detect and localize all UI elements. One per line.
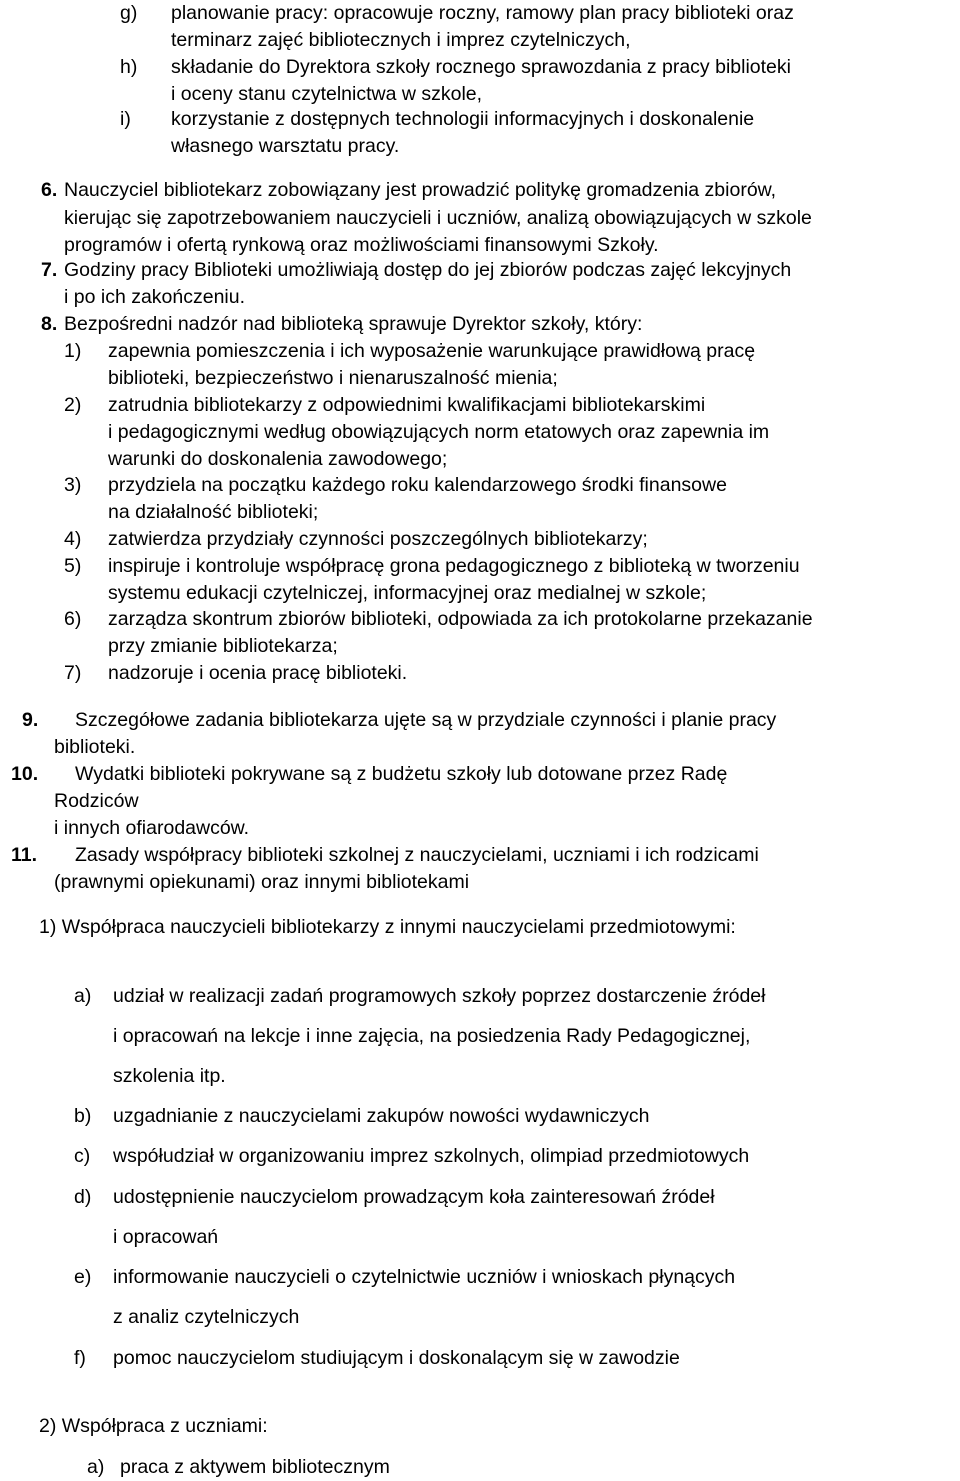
list-label: e) (74, 1266, 92, 1288)
list-label: 2) (64, 394, 82, 416)
list-label: 4) (64, 528, 82, 550)
list-item-line: przydziela na początku każdego roku kalendarzowego środki finansowe (108, 474, 727, 496)
paragraph-line: Zasady współpracy biblioteki szkolnej z nauczycielami, uczniami i ich rodzicami (75, 844, 759, 866)
list-item-line: planowanie pracy: opracowuje roczny, ramowy plan pracy biblioteki oraz (171, 2, 794, 24)
list-item-line: korzystanie z dostępnych technologii informacyjnych i doskonalenie (171, 108, 755, 130)
list-label: f) (74, 1347, 86, 1369)
list-label: i) (120, 108, 131, 130)
paragraph-number: 7. (41, 259, 58, 281)
list-label: 3) (64, 474, 82, 496)
paragraph-line: i innych ofiarodawców. (54, 817, 250, 839)
list-label: c) (74, 1145, 91, 1167)
list-item-line: udział w realizacji zadań programowych szkoły poprzez dostarczenie źródeł (113, 985, 766, 1007)
section-heading: 2) Współpraca z uczniami: (39, 1415, 268, 1437)
list-item-line: systemu edukacji czytelniczej, informacyjnej oraz medialnej w szkole; (108, 582, 707, 604)
paragraph-line: (prawnymi opiekunami) oraz innymi bibliotekami (54, 871, 470, 893)
paragraph-line: Wydatki biblioteki pokrywane są z budżetu szkoły lub dotowane przez Radę (75, 763, 728, 785)
paragraph-line: Szczegółowe zadania bibliotekarza ujęte są w przydziale czynności i planie pracy (75, 709, 777, 731)
list-item-line: własnego warsztatu pracy. (171, 135, 400, 157)
list-item-line: zarządza skontrum zbiorów biblioteki, odpowiada za ich protokolarne przekazanie (108, 608, 813, 630)
list-label: d) (74, 1186, 92, 1208)
list-item-line: pomoc nauczycielom studiującym i doskonalącym się w zawodzie (113, 1347, 680, 1369)
list-label: a) (87, 1456, 105, 1478)
list-item-line: i oceny stanu czytelnictwa w szkole, (171, 83, 483, 105)
list-label: h) (120, 56, 138, 78)
list-item-line: i pedagogicznymi według obowiązujących norm etatowych oraz zapewnia im (108, 421, 770, 443)
list-item-line: uzgadnianie z nauczycielami zakupów nowości wydawniczych (113, 1105, 650, 1127)
paragraph-intro: Bezpośredni nadzór nad biblioteką sprawuje Dyrektor szkoły, który: (64, 313, 643, 335)
list-item-line: szkolenia itp. (113, 1065, 226, 1087)
list-label: 5) (64, 555, 82, 577)
list-label: 1) (64, 340, 82, 362)
list-item-line: i opracowań na lekcje i inne zajęcia, na posiedzenia Rady Pedagogicznej, (113, 1025, 751, 1047)
list-item-line: przy zmianie bibliotekarza; (108, 635, 338, 657)
paragraph-line: Godziny pracy Biblioteki umożliwiają dostęp do jej zbiorów podczas zajęć lekcyjnych (64, 259, 792, 281)
list-item-line: terminarz zajęć bibliotecznych i imprez czytelniczych, (171, 29, 631, 51)
section-heading: 1) Współpraca nauczycieli bibliotekarzy z innymi nauczycielami przedmiotowymi: (39, 916, 736, 938)
list-item-line: nadzoruje i ocenia pracę biblioteki. (108, 662, 408, 684)
paragraph-number: 6. (41, 179, 58, 201)
paragraph-number: 8. (41, 313, 58, 335)
list-item-line: biblioteki, bezpieczeństwo i nienaruszalność mienia; (108, 367, 558, 389)
list-item-line: na działalność biblioteki; (108, 501, 319, 523)
list-label: 6) (64, 608, 82, 630)
list-item-line: zatwierdza przydziały czynności poszczególnych bibliotekarzy; (108, 528, 648, 550)
paragraph-line: biblioteki. (54, 736, 136, 758)
list-item-line: informowanie nauczycieli o czytelnictwie uczniów i wnioskach płynących (113, 1266, 736, 1288)
list-item-line: składanie do Dyrektora szkoły rocznego sprawozdania z pracy biblioteki (171, 56, 791, 78)
paragraph-line: programów i ofertą rynkową oraz możliwościami finansowymi Szkoły. (64, 234, 659, 256)
list-item-line: zapewnia pomieszczenia i ich wyposażenie warunkujące prawidłową pracę (108, 340, 756, 362)
list-item-line: z analiz czytelniczych (113, 1306, 300, 1328)
list-item-line: zatrudnia bibliotekarzy z odpowiednimi kwalifikacjami bibliotekarskimi (108, 394, 706, 416)
list-label: b) (74, 1105, 92, 1127)
list-label: 7) (64, 662, 82, 684)
paragraph-line: kierując się zapotrzebowaniem nauczycieli i uczniów, analizą obowiązujących w szkole (64, 207, 812, 229)
list-item-line: praca z aktywem bibliotecznym (120, 1456, 390, 1478)
paragraph-line: Rodziców (54, 790, 139, 812)
paragraph-number: 10. (11, 763, 39, 785)
list-item-line: inspiruje i kontroluje współpracę grona pedagogicznego z biblioteką w tworzeniu (108, 555, 800, 577)
list-label: a) (74, 985, 92, 1007)
list-item-line: warunki do doskonalenia zawodowego; (108, 448, 448, 470)
list-item-line: udostępnienie nauczycielom prowadzącym koła zainteresowań źródeł (113, 1186, 715, 1208)
paragraph-line: Nauczyciel bibliotekarz zobowiązany jest prowadzić politykę gromadzenia zbiorów, (64, 179, 777, 201)
paragraph-number: 9. (22, 709, 39, 731)
paragraph-line: i po ich zakończeniu. (64, 286, 246, 308)
paragraph-number: 11. (11, 844, 38, 866)
list-label: g) (120, 2, 138, 24)
list-item-line: i opracowań (113, 1226, 219, 1248)
list-item-line: współudział w organizowaniu imprez szkolnych, olimpiad przedmiotowych (113, 1145, 750, 1167)
